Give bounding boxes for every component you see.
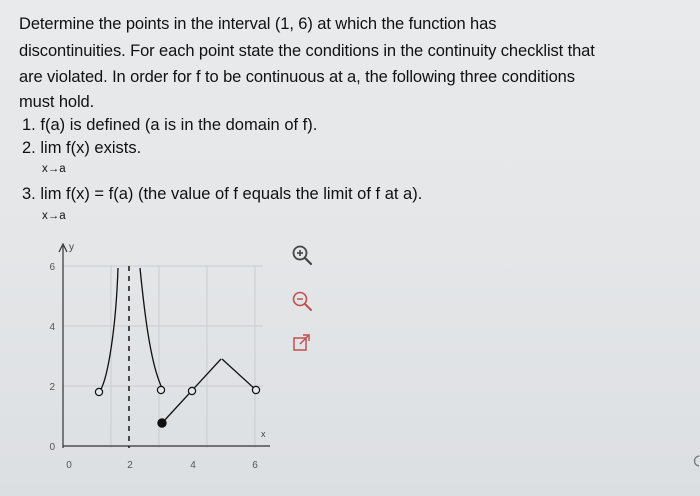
condition-number: 2. — [22, 139, 36, 157]
x-tick-label: 2 — [127, 460, 133, 471]
left-branch-curve — [100, 268, 118, 391]
intro-line: discontinuities. For each point state the conditions in the continuity checklist that — [19, 42, 595, 60]
intro-line: must hold. — [19, 93, 95, 111]
x-tick-label: 4 — [190, 460, 196, 471]
y-tick-label: 2 — [49, 382, 55, 393]
partial-icon-at-edge — [690, 454, 700, 468]
closed-point — [158, 419, 166, 427]
condition-text: f(a) is defined (a is in the domain of f). — [40, 116, 318, 134]
intro-line: Determine the points in the interval (1, 6) at which the function has — [19, 15, 497, 33]
x-axis-label: x — [261, 429, 266, 439]
condition-2 — [22, 137, 141, 159]
zoom-out-button[interactable] — [290, 289, 314, 313]
open-point — [95, 388, 102, 395]
open-point — [188, 387, 195, 394]
condition-text: lim f(x) = f(a) (the value of f equals the limit of f at a). — [40, 185, 423, 203]
external-link-icon — [290, 331, 314, 355]
falling-segment — [222, 359, 256, 390]
y-tick-label: 4 — [49, 322, 55, 333]
condition-number: 1. — [22, 116, 36, 134]
zoom-out-icon — [290, 289, 314, 313]
y-tick-label: 0 — [49, 442, 55, 453]
y-tick-label: 6 — [49, 262, 55, 273]
open-point — [252, 386, 259, 393]
y-axis-label: y — [69, 242, 74, 253]
condition-1 — [22, 114, 317, 136]
x-tick-label: 6 — [252, 460, 258, 471]
x-tick-label: 0 — [66, 460, 72, 471]
condition-number: 3. — [22, 185, 36, 203]
open-point — [157, 386, 164, 393]
condition-text: lim f(x) exists. — [40, 139, 142, 157]
zoom-in-button[interactable] — [290, 243, 314, 267]
condition-3 — [22, 183, 422, 205]
open-external-button[interactable] — [290, 331, 314, 355]
function-graph — [38, 238, 278, 478]
zoom-in-icon — [290, 243, 314, 267]
intro-line: are violated. In order for f to be continuous at a, the following three conditions — [19, 68, 575, 86]
limit-subscript: x→a — [42, 210, 66, 222]
limit-subscript: x→a — [42, 163, 66, 175]
